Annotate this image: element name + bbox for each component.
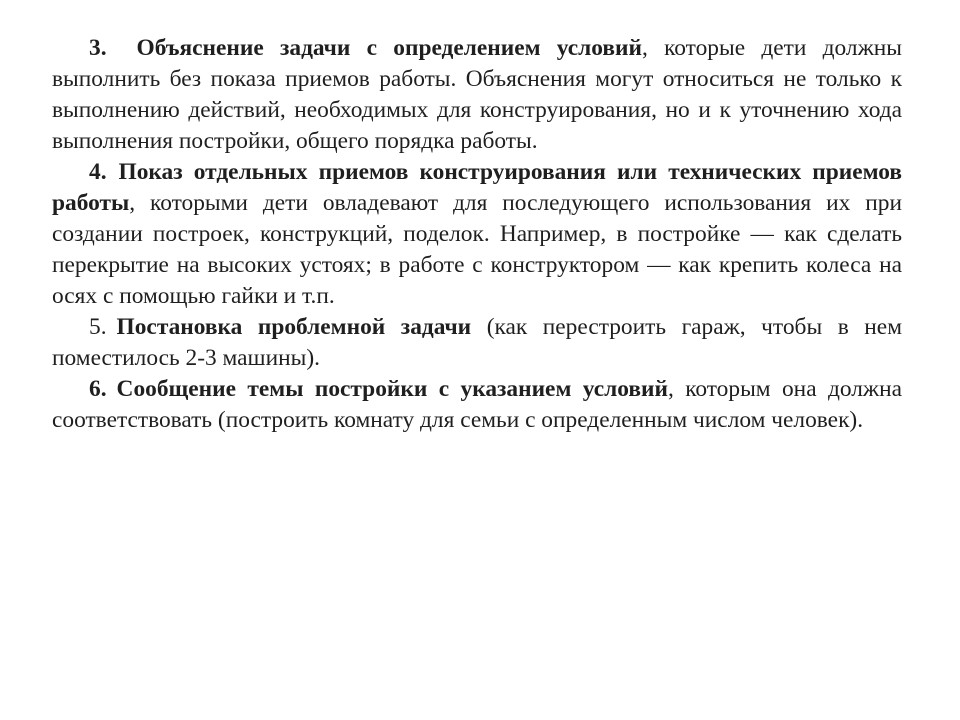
item-text: , которыми дети овладевают для последующего использования их при создании построек, конструкций, поделок. Например, в постройке — как сделать перекрытие на высоких устоях; в работе с конструктором — как крепить колеса на осях с помощью гайки и т.п. (52, 190, 902, 309)
paragraph-item-3 (52, 33, 902, 157)
item-heading: Показ отдельных приемов конструирования или технических приемов работы (52, 159, 902, 216)
item-number: 4. (89, 159, 107, 185)
item-heading: Постановка проблемной задачи (116, 314, 472, 340)
item-text: , которым она должна соответствовать (построить комнату для семьи с определенным числом человек). (52, 376, 902, 433)
paragraph-item-6 (52, 374, 902, 436)
item-text: (как перестроить гараж, чтобы в нем поместилось 2-3 машины). (52, 314, 902, 371)
item-heading: Сообщение темы постройки с указанием условий (116, 376, 668, 402)
paragraph-item-4 (52, 157, 902, 312)
item-number: 5. (89, 314, 107, 340)
item-number: 6. (89, 376, 107, 402)
paragraph-item-5 (52, 312, 902, 374)
slide-body (52, 33, 902, 436)
item-number: 3. (89, 35, 107, 61)
item-heading: Объяснение задачи с определением условий (136, 35, 642, 61)
item-text: , которые дети должны выполнить без показа приемов работы. Объяснения могут относиться не только к выполнению действий, необходимых для конструирования, но и к уточнению хода выполнения постройки, общего порядка работы. (52, 35, 902, 154)
